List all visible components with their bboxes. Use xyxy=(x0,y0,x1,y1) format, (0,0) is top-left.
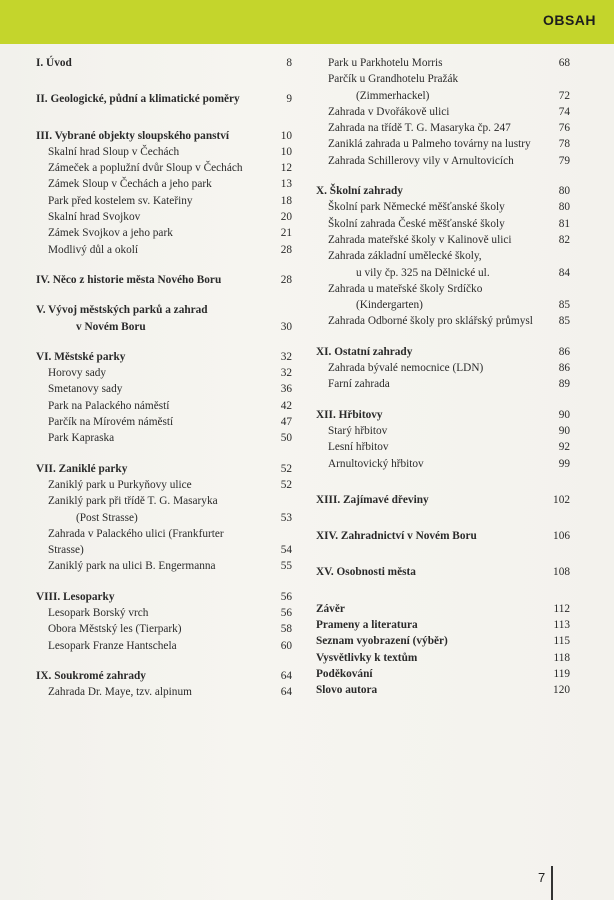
toc-entry xyxy=(36,319,292,335)
toc-entry-page: 36 xyxy=(280,383,292,396)
toc-entry-page: 32 xyxy=(280,367,292,380)
spacer xyxy=(36,335,292,349)
toc-entry-title: VIII. Lesoparky xyxy=(36,590,115,603)
toc-entry-title: Zámeček a poplužní dvůr Sloup v Čechách xyxy=(48,162,243,175)
toc-entry-page: 42 xyxy=(280,399,292,412)
toc-entry-page: 50 xyxy=(280,432,292,445)
toc-entry-title: Smetanovy sady xyxy=(48,383,123,396)
toc-entry xyxy=(316,248,570,264)
toc-entry-page: 86 xyxy=(558,362,570,375)
toc-entry-page: 20 xyxy=(280,211,292,224)
toc-entry-page: 72 xyxy=(558,89,570,102)
toc-chapter xyxy=(316,183,570,199)
toc-entry-page: 32 xyxy=(280,350,292,363)
spacer xyxy=(316,169,570,183)
toc-entry xyxy=(36,477,292,493)
toc-entry-page: 79 xyxy=(558,154,570,167)
toc-chapter xyxy=(316,564,570,580)
toc-entry xyxy=(316,313,570,329)
spacer xyxy=(36,288,292,302)
toc-entry xyxy=(316,281,570,297)
toc-entry-title: Školní zahrada České měšťanské školy xyxy=(328,217,505,230)
toc-entry-page: 74 xyxy=(558,105,570,118)
toc-entry xyxy=(36,209,292,225)
toc-entry-title: Zahrada na třídě T. G. Masaryka čp. 247 xyxy=(328,122,511,135)
toc-entry-page: 112 xyxy=(553,602,570,615)
toc-entry-page: 120 xyxy=(553,684,570,697)
toc-entry-title: VII. Zaniklé parky xyxy=(36,462,128,475)
toc-entry-title: Skalní hrad Sloup v Čechách xyxy=(48,145,180,158)
toc-entry-title: Zámek Sloup v Čechách a jeho park xyxy=(48,178,212,191)
toc-entry xyxy=(316,456,570,472)
toc-column-left xyxy=(36,55,292,701)
toc-entry-page: 64 xyxy=(280,686,292,699)
toc-entry-title: Lesopark Franze Hantschela xyxy=(48,639,177,652)
toc-entry-title: Zaniklý park při třídě T. G. Masaryka xyxy=(48,495,218,508)
toc-entry-title: XV. Osobnosti města xyxy=(316,566,416,579)
toc-chapter xyxy=(316,344,570,360)
toc-entry-title: III. Vybrané objekty sloupského panství xyxy=(36,129,230,142)
toc-entry xyxy=(36,242,292,258)
spacer xyxy=(316,472,570,492)
toc-entry xyxy=(36,176,292,192)
toc-entry-page: 80 xyxy=(558,201,570,214)
toc-entry-page: 13 xyxy=(280,178,292,191)
toc-entry-title: X. Školní zahrady xyxy=(316,185,403,198)
toc-entry xyxy=(316,216,570,232)
toc-entry xyxy=(316,297,570,313)
toc-entry-title: Park na Palackého náměstí xyxy=(48,399,170,412)
toc-entry-title: VI. Městské parky xyxy=(36,350,126,363)
toc-entry-title: IV. Něco z historie města Nového Boru xyxy=(36,273,222,286)
toc-entry-title: IX. Soukromé zahrady xyxy=(36,669,146,682)
toc-entry-page: 10 xyxy=(280,145,292,158)
toc-entry xyxy=(36,430,292,446)
toc-chapter xyxy=(316,492,570,508)
spacer xyxy=(316,508,570,528)
toc-entry xyxy=(316,88,570,104)
toc-chapter xyxy=(316,682,570,698)
spacer xyxy=(316,393,570,407)
toc-entry-page: 92 xyxy=(558,441,570,454)
toc-entry-page: 85 xyxy=(558,299,570,312)
toc-entry xyxy=(36,381,292,397)
toc-entry-page: 82 xyxy=(558,233,570,246)
toc-entry-page: 115 xyxy=(553,635,570,648)
toc-entry-page: 10 xyxy=(280,129,292,142)
toc-entry-page: 12 xyxy=(280,162,292,175)
toc-entry-page: 53 xyxy=(280,511,292,524)
toc-entry xyxy=(316,153,570,169)
toc-entry-page: 56 xyxy=(280,590,292,603)
toc-entry-title: Závěr xyxy=(316,602,345,615)
toc-entry-page: 78 xyxy=(558,138,570,151)
toc-entry-title: Zaniklý park na ulici B. Engermanna xyxy=(48,560,216,573)
toc-entry-title: Parčík na Mírovém náměstí xyxy=(48,416,174,429)
toc-entry-page: 54 xyxy=(280,544,292,557)
toc-entry-title: Slovo autora xyxy=(316,684,378,697)
toc-entry-title: Zaniklý park u Purkyňovy ulice xyxy=(48,478,192,491)
toc-entry-title: Zahrada Dr. Maye, tzv. alpinum xyxy=(48,686,192,699)
toc-entry-page: 52 xyxy=(280,462,292,475)
toc-entry-title: Zahrada Schillerovy vily v Arnultovicích xyxy=(328,154,514,167)
toc-entry-page: 81 xyxy=(558,217,570,230)
toc-entry-page: 28 xyxy=(280,273,292,286)
toc-entry-title: Zahrada základní umělecké školy, xyxy=(328,250,482,263)
toc-entry xyxy=(36,225,292,241)
toc-entry xyxy=(36,144,292,160)
toc-entry xyxy=(36,605,292,621)
toc-entry-title: Školní park Německé měšťanské školy xyxy=(328,201,505,214)
toc-entry-page: 28 xyxy=(280,243,292,256)
spacer xyxy=(316,330,570,344)
toc-entry-title: Lesní hřbitov xyxy=(328,441,389,454)
toc-entry-page: 80 xyxy=(558,185,570,198)
toc-entry-page: 68 xyxy=(558,57,570,69)
toc-entry-title: Seznam vyobrazení (výběr) xyxy=(316,635,448,648)
toc-chapter xyxy=(36,91,292,107)
toc-entry-title: Zahrada mateřské školy v Kalinově ulici xyxy=(328,233,512,246)
toc-entry-title: Prameny a literatura xyxy=(316,619,418,632)
toc-entry-page: 119 xyxy=(553,667,570,680)
toc-chapter xyxy=(316,617,570,633)
toc-entry xyxy=(316,71,570,87)
toc-entry-title: Starý hřbitov xyxy=(328,424,388,437)
toc-entry xyxy=(36,621,292,637)
toc-entry xyxy=(316,265,570,281)
toc-entry xyxy=(36,526,292,559)
toc-chapter xyxy=(316,666,570,682)
toc-entry-page: 9 xyxy=(286,93,292,106)
toc-entry-page: 108 xyxy=(553,566,570,579)
toc-entry xyxy=(36,398,292,414)
spacer xyxy=(316,544,570,564)
toc-entry-page: 21 xyxy=(280,227,292,240)
toc-entry-title: V. Vývoj městských parků a zahrad xyxy=(36,304,208,317)
toc-entry-page: 84 xyxy=(558,266,570,279)
toc-entry-title: (Post Strasse) xyxy=(76,511,138,524)
toc-entry xyxy=(36,558,292,574)
toc-entry-page: 89 xyxy=(558,378,570,391)
toc-entry xyxy=(36,493,292,509)
toc-entry-page: 56 xyxy=(280,607,292,620)
toc-chapter xyxy=(36,128,292,144)
toc-chapter xyxy=(36,461,292,477)
toc-entry-page: 8 xyxy=(286,57,292,69)
toc-entry xyxy=(316,120,570,136)
toc-entry-title: Poděkování xyxy=(316,667,373,680)
toc-entry xyxy=(36,365,292,381)
toc-entry-title: Parčík u Grandhotelu Pražák xyxy=(328,73,459,86)
toc-entry xyxy=(316,360,570,376)
toc-entry-page: 106 xyxy=(553,530,570,543)
toc-entry xyxy=(36,160,292,176)
toc-entry-title: (Kindergarten) xyxy=(356,299,423,312)
toc-entry-title: Zámek Svojkov a jeho park xyxy=(48,227,173,240)
toc-entry-title: Zahrada v Palackého ulici (Frankfurter Strasse) xyxy=(48,527,224,557)
toc-entry xyxy=(316,104,570,120)
toc-chapter xyxy=(36,272,292,288)
toc-entry-title: Lesopark Borský vrch xyxy=(48,607,149,620)
toc-entry-page: 90 xyxy=(558,424,570,437)
toc-entry-title: u vily čp. 325 na Dělnické ul. xyxy=(356,266,490,279)
toc-chapter xyxy=(316,650,570,666)
toc-entry-title: Zahrada v Dvořákově ulici xyxy=(328,105,450,118)
toc-entry-title: Park před kostelem sv. Kateřiny xyxy=(48,194,193,207)
toc-entry-title: Zahrada bývalé nemocnice (LDN) xyxy=(328,362,484,375)
toc-entry-page: 30 xyxy=(280,320,292,333)
toc-entry-title: Farní zahrada xyxy=(328,378,390,391)
spacer xyxy=(316,581,570,601)
toc-entry-title: (Zimmerhackel) xyxy=(356,89,430,102)
toc-entry-page: 58 xyxy=(280,623,292,636)
toc-entry-title: Vysvětlivky k textům xyxy=(316,651,418,664)
toc-entry-page: 85 xyxy=(558,315,570,328)
toc-chapter xyxy=(316,601,570,617)
toc-entry xyxy=(316,232,570,248)
toc-chapter xyxy=(36,349,292,365)
toc-entry-page: 18 xyxy=(280,194,292,207)
toc-entry-title: v Novém Boru xyxy=(76,320,146,333)
toc-entry-title: Obora Městský les (Tierpark) xyxy=(48,623,182,636)
toc-entry xyxy=(316,136,570,152)
toc-chapter xyxy=(316,528,570,544)
toc-entry-page: 52 xyxy=(280,478,292,491)
toc-entry-title: Horovy sady xyxy=(48,367,107,380)
spacer xyxy=(36,108,292,128)
toc-entry-page: 55 xyxy=(280,560,292,573)
toc-entry xyxy=(36,638,292,654)
toc-entry-title: XIII. Zajímavé dřeviny xyxy=(316,493,429,506)
toc-entry xyxy=(36,414,292,430)
toc-entry-page: 60 xyxy=(280,639,292,652)
toc-entry xyxy=(316,199,570,215)
toc-entry-page: 47 xyxy=(280,416,292,429)
header-bar xyxy=(0,0,614,44)
toc-chapter xyxy=(36,668,292,684)
toc-entry-page: 76 xyxy=(558,122,570,135)
toc-entry-title: XII. Hřbitovy xyxy=(316,408,383,421)
toc-entry-title: Zaniklá zahrada u Palmeho továrny na lustry xyxy=(328,138,531,151)
spacer xyxy=(36,71,292,91)
toc-chapter xyxy=(36,55,292,71)
spacer xyxy=(36,654,292,668)
page-title: OBSAH xyxy=(542,12,596,28)
footer-rule xyxy=(551,866,553,900)
spacer xyxy=(36,258,292,272)
toc-chapter xyxy=(316,407,570,423)
toc-entry xyxy=(316,439,570,455)
toc-entry-title: Zahrada u mateřské školy Srdíčko xyxy=(328,282,483,295)
page-number: 7 xyxy=(538,870,546,885)
spacer xyxy=(36,575,292,589)
toc-chapter xyxy=(36,589,292,605)
toc-entry xyxy=(316,423,570,439)
toc-entry-title: Modlivý důl a okolí xyxy=(48,243,139,256)
toc-entry-title: XI. Ostatní zahrady xyxy=(316,345,413,358)
spacer xyxy=(36,447,292,461)
toc-entry-page: 113 xyxy=(553,619,570,632)
toc-entry-page: 86 xyxy=(558,345,570,358)
toc-entry-page: 64 xyxy=(280,669,292,682)
toc-entry-title: Park u Parkhotelu Morris xyxy=(328,57,443,69)
toc-entry-title: XIV. Zahradnictví v Novém Boru xyxy=(316,530,477,543)
toc-column-right xyxy=(316,55,570,699)
toc-entry-title: Zahrada Odborné školy pro sklářský průmysl xyxy=(328,315,533,328)
toc-entry-page: 99 xyxy=(558,457,570,470)
toc-entry-page: 102 xyxy=(553,493,570,506)
toc-entry xyxy=(36,510,292,526)
toc-entry-title: Arnultovický hřbitov xyxy=(328,457,424,470)
toc-entry xyxy=(36,193,292,209)
toc-entry-page: 90 xyxy=(558,408,570,421)
toc-entry-title: II. Geologické, půdní a klimatické poměry xyxy=(36,93,240,106)
toc-chapter xyxy=(316,633,570,649)
toc-entry xyxy=(316,55,570,71)
toc-entry-title: Skalní hrad Svojkov xyxy=(48,211,141,224)
toc-chapter xyxy=(36,302,292,318)
toc-entry-page: 118 xyxy=(553,651,570,664)
toc-entry-title: I. Úvod xyxy=(36,57,72,69)
toc-entry xyxy=(316,376,570,392)
toc-entry xyxy=(36,684,292,700)
toc-entry-title: Park Kapraska xyxy=(48,432,115,445)
